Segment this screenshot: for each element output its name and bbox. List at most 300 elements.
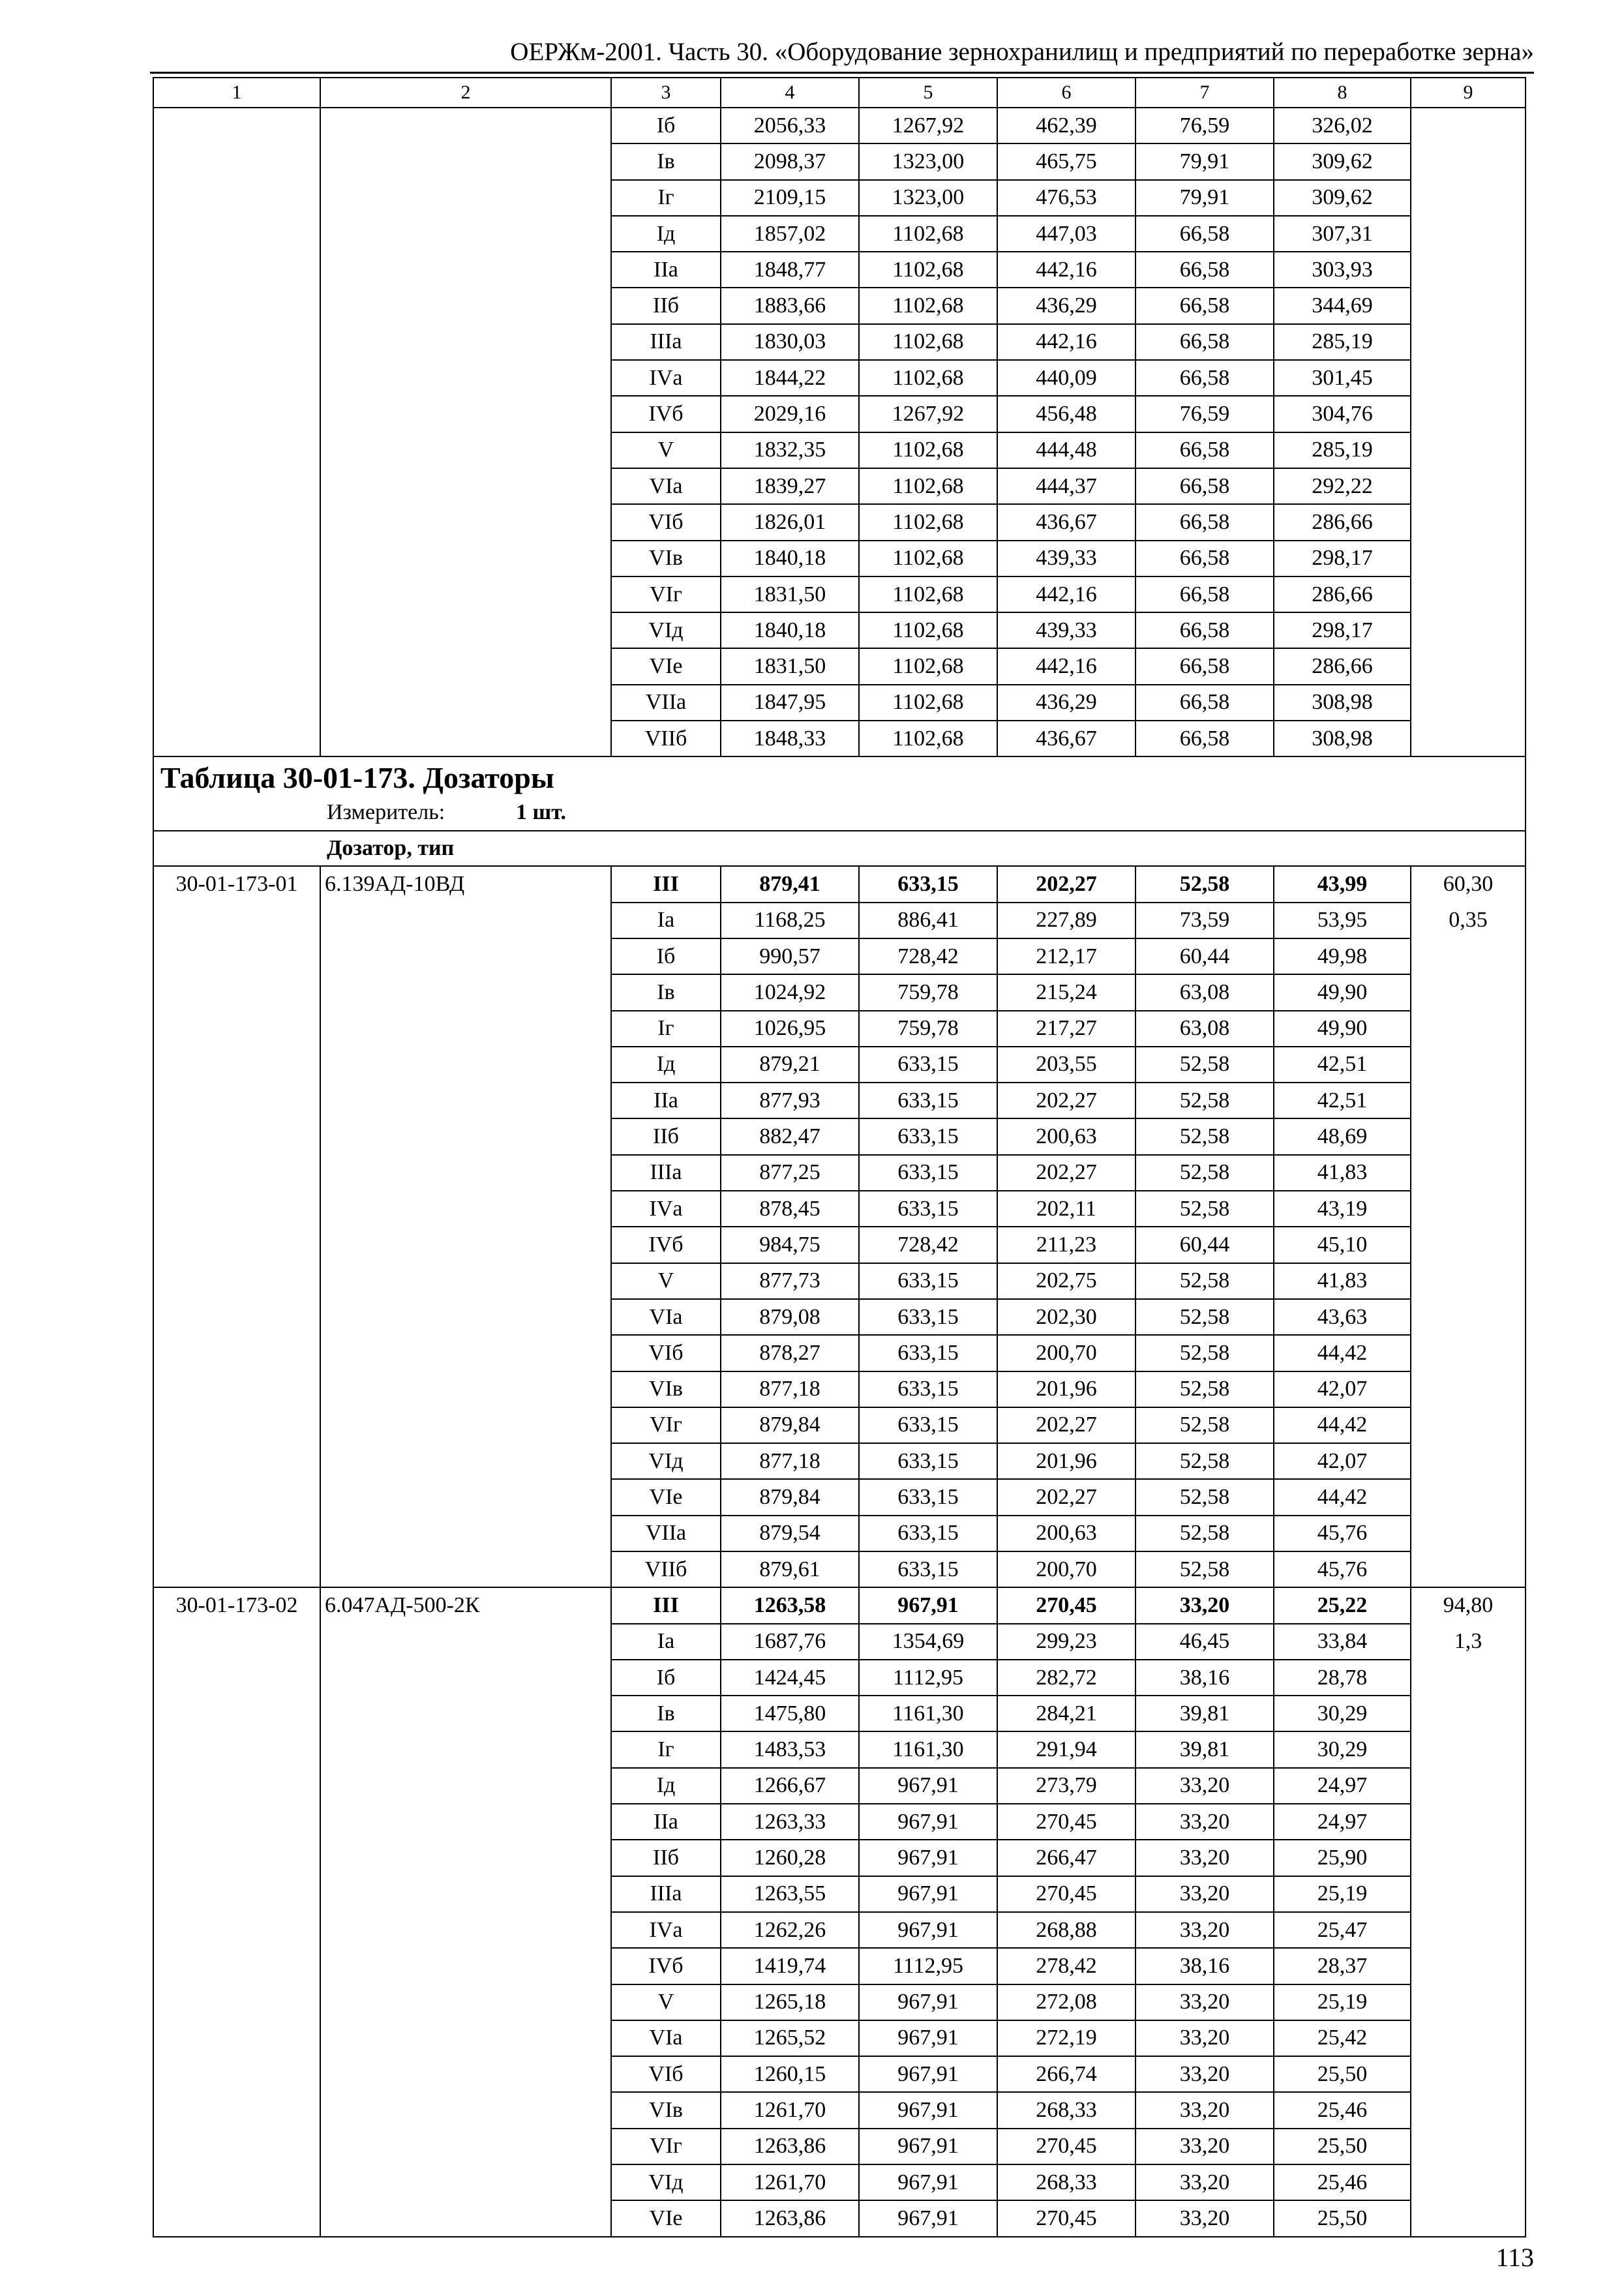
zone-cell: VIб — [611, 2056, 721, 2092]
value-cell-col7: 79,91 — [1135, 143, 1274, 179]
value-cell-col6: 436,67 — [997, 504, 1135, 540]
code-cell — [153, 1155, 320, 1191]
value-cell-col4: 1475,80 — [721, 1696, 859, 1731]
table-row — [153, 2056, 1526, 2092]
zone-cell: Iд — [611, 1047, 721, 1083]
value-cell-col4: 877,18 — [721, 1443, 859, 1479]
value-cell-col7: 38,16 — [1135, 1948, 1274, 1984]
value-cell-col6: 266,74 — [997, 2056, 1135, 2092]
value-cell-col5: 967,91 — [859, 2200, 997, 2236]
zone-cell: VIб — [611, 1335, 721, 1371]
value-cell-col4: 1483,53 — [721, 1731, 859, 1767]
code-cell — [153, 2092, 320, 2128]
value-cell-col7: 33,20 — [1135, 2056, 1274, 2092]
value-cell-col6: 200,63 — [997, 1516, 1135, 1551]
mass-cell — [1411, 143, 1526, 179]
value-cell-col4: 1265,52 — [721, 2020, 859, 2056]
header-rule — [150, 72, 1534, 74]
code-cell — [153, 1660, 320, 1696]
name-cell — [320, 1624, 611, 1660]
value-cell-col7: 66,58 — [1135, 252, 1274, 288]
mass-cell — [1411, 1335, 1526, 1371]
value-cell-col5: 633,15 — [859, 1479, 997, 1515]
zone-cell: Iб — [611, 1660, 721, 1696]
code-cell — [153, 974, 320, 1010]
code-cell — [153, 324, 320, 360]
mass-cell — [1411, 576, 1526, 612]
table-row — [153, 1768, 1526, 1804]
table-row — [153, 2129, 1526, 2164]
value-cell-col6: 442,16 — [997, 252, 1135, 288]
value-cell-col8: 43,19 — [1274, 1191, 1411, 1227]
name-cell — [320, 1731, 611, 1767]
value-cell-col8: 42,07 — [1274, 1371, 1411, 1407]
value-cell-col7: 52,58 — [1135, 1407, 1274, 1443]
zone-cell: VIе — [611, 2200, 721, 2236]
name-cell — [320, 2056, 611, 2092]
mass-cell — [1411, 288, 1526, 323]
mass-cell — [1411, 648, 1526, 684]
value-cell-col8: 298,17 — [1274, 612, 1411, 648]
name-cell — [320, 541, 611, 576]
value-cell-col5: 633,15 — [859, 1263, 997, 1299]
table-row — [153, 2020, 1526, 2056]
value-cell-col7: 66,58 — [1135, 468, 1274, 504]
table-row — [153, 504, 1526, 540]
value-cell-col7: 52,58 — [1135, 1191, 1274, 1227]
value-cell-col5: 1102,68 — [859, 576, 997, 612]
name-cell — [320, 1155, 611, 1191]
value-cell-col4: 879,08 — [721, 1299, 859, 1335]
value-cell-col5: 967,91 — [859, 2092, 997, 2128]
value-cell-col4: 1261,70 — [721, 2164, 859, 2200]
mass-cell — [1411, 2129, 1526, 2164]
value-cell-col4: 1263,33 — [721, 1804, 859, 1840]
value-cell-col5: 633,15 — [859, 1551, 997, 1587]
name-cell — [320, 1227, 611, 1263]
value-cell-col4: 1840,18 — [721, 541, 859, 576]
mass-cell — [1411, 1047, 1526, 1083]
zone-cell: VIIа — [611, 1516, 721, 1551]
name-cell — [320, 1984, 611, 2020]
code-cell — [153, 468, 320, 504]
code-cell — [153, 1551, 320, 1587]
value-cell-col8: 344,69 — [1274, 288, 1411, 323]
value-cell-col8: 285,19 — [1274, 324, 1411, 360]
value-cell-col6: 476,53 — [997, 180, 1135, 216]
value-cell-col8: 45,76 — [1274, 1551, 1411, 1587]
value-cell-col8: 286,66 — [1274, 504, 1411, 540]
value-cell-col4: 879,84 — [721, 1479, 859, 1515]
code-cell — [153, 1299, 320, 1335]
value-cell-col7: 33,20 — [1135, 1876, 1274, 1912]
value-cell-col4: 1263,86 — [721, 2200, 859, 2236]
zone-cell: VIе — [611, 1479, 721, 1515]
name-cell — [320, 1768, 611, 1804]
value-cell-col6: 272,08 — [997, 1984, 1135, 2020]
value-cell-col5: 759,78 — [859, 1011, 997, 1047]
value-cell-col7: 33,20 — [1135, 2164, 1274, 2200]
mass-cell — [1411, 1840, 1526, 1876]
column-number: 4 — [721, 78, 859, 108]
code-cell — [153, 396, 320, 432]
value-cell-col8: 285,19 — [1274, 432, 1411, 468]
value-cell-col5: 633,15 — [859, 1047, 997, 1083]
zone-cell: IIIа — [611, 324, 721, 360]
value-cell-col4: 1832,35 — [721, 432, 859, 468]
value-cell-col5: 1102,68 — [859, 721, 997, 756]
column-number: 3 — [611, 78, 721, 108]
value-cell-col4: 1263,86 — [721, 2129, 859, 2164]
table-row — [153, 396, 1526, 432]
mass-cell — [1411, 1660, 1526, 1696]
value-cell-col8: 45,10 — [1274, 1227, 1411, 1263]
value-cell-col8: 25,50 — [1274, 2056, 1411, 2092]
code-cell — [153, 252, 320, 288]
value-cell-col8: 298,17 — [1274, 541, 1411, 576]
value-cell-col4: 1260,15 — [721, 2056, 859, 2092]
name-cell — [320, 1011, 611, 1047]
code-cell — [153, 1083, 320, 1118]
table-row — [153, 685, 1526, 721]
value-cell-col4: 1263,55 — [721, 1876, 859, 1912]
value-cell-col8: 44,42 — [1274, 1407, 1411, 1443]
value-cell-col7: 33,20 — [1135, 2020, 1274, 2056]
value-cell-col4: 1261,70 — [721, 2092, 859, 2128]
value-cell-col7: 60,44 — [1135, 1227, 1274, 1263]
value-cell-col8: 309,62 — [1274, 180, 1411, 216]
table-row — [153, 1624, 1526, 1660]
zone-cell: VIа — [611, 2020, 721, 2056]
table-row — [153, 432, 1526, 468]
table-row — [153, 1155, 1526, 1191]
value-cell-col4: 1260,28 — [721, 1840, 859, 1876]
mass-cell — [1411, 1191, 1526, 1227]
zone-cell: IIа — [611, 252, 721, 288]
mass-cell — [1411, 2056, 1526, 2092]
value-cell-col4: 2109,15 — [721, 180, 859, 216]
mass-cell — [1411, 1011, 1526, 1047]
column-number-row — [153, 78, 1526, 108]
table-row — [153, 1696, 1526, 1731]
value-cell-col5: 633,15 — [859, 1335, 997, 1371]
value-cell-col4: 1883,66 — [721, 288, 859, 323]
value-cell-col8: 43,63 — [1274, 1299, 1411, 1335]
zone-cell: Iд — [611, 216, 721, 252]
zone-cell: VIг — [611, 576, 721, 612]
name-cell — [320, 1948, 611, 1984]
value-cell-col7: 33,20 — [1135, 1984, 1274, 2020]
zone-cell: Iв — [611, 1696, 721, 1731]
name-cell — [320, 2092, 611, 2128]
value-cell-col4: 877,25 — [721, 1155, 859, 1191]
table-row — [153, 1948, 1526, 1984]
value-cell-col7: 33,20 — [1135, 1912, 1274, 1948]
value-cell-col7: 66,58 — [1135, 541, 1274, 576]
table-row — [153, 1804, 1526, 1840]
zone-cell: Iв — [611, 974, 721, 1010]
value-cell-col7: 76,59 — [1135, 108, 1274, 143]
table-row — [153, 143, 1526, 179]
name-cell — [320, 216, 611, 252]
code-cell — [153, 1443, 320, 1479]
mass-cell — [1411, 324, 1526, 360]
value-cell-col4: 1847,95 — [721, 685, 859, 721]
value-cell-col7: 46,45 — [1135, 1624, 1274, 1660]
value-cell-col7: 33,20 — [1135, 2129, 1274, 2164]
value-cell-col5: 1102,68 — [859, 541, 997, 576]
value-cell-col4: 877,93 — [721, 1083, 859, 1118]
zone-cell: IVб — [611, 396, 721, 432]
value-cell-col7: 52,58 — [1135, 1047, 1274, 1083]
zone-cell: IIб — [611, 1840, 721, 1876]
value-cell-col4: 1839,27 — [721, 468, 859, 504]
name-cell — [320, 1407, 611, 1443]
value-cell-col7: 66,58 — [1135, 216, 1274, 252]
value-cell-col5: 633,15 — [859, 1407, 997, 1443]
value-cell-col5: 967,91 — [859, 2164, 997, 2200]
value-cell-col8: 44,42 — [1274, 1335, 1411, 1371]
value-cell-col8: 25,42 — [1274, 2020, 1411, 2056]
value-cell-col6: 444,37 — [997, 468, 1135, 504]
value-cell-col6: 202,30 — [997, 1299, 1135, 1335]
code-cell — [153, 1407, 320, 1443]
value-cell-col6: 436,67 — [997, 721, 1135, 756]
value-cell-col7: 52,58 — [1135, 1083, 1274, 1118]
value-cell-col6: 456,48 — [997, 396, 1135, 432]
value-cell-col7: 66,58 — [1135, 504, 1274, 540]
table-row — [153, 2200, 1526, 2236]
code-cell — [153, 1263, 320, 1299]
price-table-body — [153, 78, 1526, 2237]
value-cell-col7: 66,58 — [1135, 648, 1274, 684]
value-cell-col8: 25,50 — [1274, 2129, 1411, 2164]
zone-cell: IIIа — [611, 1876, 721, 1912]
value-cell-col8: 30,29 — [1274, 1731, 1411, 1767]
table-row — [153, 1443, 1526, 1479]
value-cell-col8: 33,84 — [1274, 1624, 1411, 1660]
value-cell-col6: 270,45 — [997, 2129, 1135, 2164]
value-cell-col8: 303,93 — [1274, 252, 1411, 288]
table-row — [153, 1407, 1526, 1443]
name-cell — [320, 143, 611, 179]
value-cell-col5: 1102,68 — [859, 360, 997, 396]
value-cell-col5: 728,42 — [859, 1227, 997, 1263]
value-cell-col5: 1102,68 — [859, 216, 997, 252]
value-cell-col7: 66,58 — [1135, 288, 1274, 323]
code-cell — [153, 1768, 320, 1804]
value-cell-col6: 227,89 — [997, 903, 1135, 938]
mass-cell — [1411, 396, 1526, 432]
value-cell-col5: 967,91 — [859, 1912, 997, 1948]
table-row — [153, 1083, 1526, 1118]
code-cell — [153, 504, 320, 540]
zone-cell: Iг — [611, 1011, 721, 1047]
mass-cell — [1411, 1551, 1526, 1587]
zone-cell: V — [611, 1263, 721, 1299]
table-row — [153, 216, 1526, 252]
value-cell-col7: 39,81 — [1135, 1731, 1274, 1767]
value-cell-col5: 1102,68 — [859, 324, 997, 360]
zone-cell: VIе — [611, 648, 721, 684]
code-cell — [153, 2129, 320, 2164]
code-cell — [153, 108, 320, 143]
table-row — [153, 1516, 1526, 1551]
name-cell — [320, 1660, 611, 1696]
table-row — [153, 1263, 1526, 1299]
table-row — [153, 1047, 1526, 1083]
value-cell-col7: 66,58 — [1135, 576, 1274, 612]
value-cell-col8: 286,66 — [1274, 576, 1411, 612]
value-cell-col5: 1323,00 — [859, 143, 997, 179]
code-cell — [153, 216, 320, 252]
zone-cell: Iб — [611, 108, 721, 143]
name-cell — [320, 432, 611, 468]
value-cell-col7: 33,20 — [1135, 1587, 1274, 1623]
value-cell-col4: 1848,33 — [721, 721, 859, 756]
value-cell-col4: 1848,77 — [721, 252, 859, 288]
code-cell — [153, 2056, 320, 2092]
value-cell-col8: 28,37 — [1274, 1948, 1411, 1984]
value-cell-col8: 41,83 — [1274, 1263, 1411, 1299]
code-cell — [153, 1371, 320, 1407]
table-row — [153, 1660, 1526, 1696]
mass-cell — [1411, 612, 1526, 648]
zone-cell: IIа — [611, 1804, 721, 1840]
mass-cell — [1411, 1912, 1526, 1948]
value-cell-col5: 633,15 — [859, 1118, 997, 1154]
value-cell-col6: 201,96 — [997, 1371, 1135, 1407]
value-cell-col6: 270,45 — [997, 1587, 1135, 1623]
name-cell — [320, 1335, 611, 1371]
value-cell-col6: 272,19 — [997, 2020, 1135, 2056]
mass-cell — [1411, 2200, 1526, 2236]
mass-cell — [1411, 1407, 1526, 1443]
value-cell-col4: 1263,58 — [721, 1587, 859, 1623]
table-row — [153, 866, 1526, 902]
table-row — [153, 938, 1526, 974]
code-cell — [153, 2164, 320, 2200]
value-cell-col8: 28,78 — [1274, 1660, 1411, 1696]
column-number: 6 — [997, 78, 1135, 108]
value-cell-col6: 270,45 — [997, 2200, 1135, 2236]
name-cell — [320, 903, 611, 938]
value-cell-col5: 1102,68 — [859, 648, 997, 684]
code-cell — [153, 2020, 320, 2056]
value-cell-col4: 1266,67 — [721, 1768, 859, 1804]
table-row — [153, 541, 1526, 576]
value-cell-col4: 879,41 — [721, 866, 859, 902]
value-cell-col7: 66,58 — [1135, 612, 1274, 648]
mass-cell — [1411, 2092, 1526, 2128]
value-cell-col5: 633,15 — [859, 1083, 997, 1118]
name-cell — [320, 1696, 611, 1731]
name-cell — [320, 685, 611, 721]
value-cell-col5: 1161,30 — [859, 1696, 997, 1731]
table-row — [153, 108, 1526, 143]
zone-cell: III — [611, 1587, 721, 1623]
name-cell — [320, 1263, 611, 1299]
mass-cell — [1411, 1696, 1526, 1731]
value-cell-col5: 967,91 — [859, 1840, 997, 1876]
mass-cell — [1411, 1479, 1526, 1515]
value-cell-col5: 1102,68 — [859, 612, 997, 648]
value-cell-col7: 63,08 — [1135, 974, 1274, 1010]
value-cell-col6: 299,23 — [997, 1624, 1135, 1660]
table-row — [153, 2092, 1526, 2128]
name-cell — [320, 2129, 611, 2164]
zone-cell: IVб — [611, 1227, 721, 1263]
table-row — [153, 1551, 1526, 1587]
value-cell-col4: 2098,37 — [721, 143, 859, 179]
value-cell-col7: 52,58 — [1135, 1335, 1274, 1371]
value-cell-col6: 202,75 — [997, 1263, 1135, 1299]
value-cell-col7: 33,20 — [1135, 1840, 1274, 1876]
code-cell — [153, 2200, 320, 2236]
zone-cell: Iд — [611, 1768, 721, 1804]
zone-cell: Iг — [611, 1731, 721, 1767]
mass-cell — [1411, 1516, 1526, 1551]
value-cell-col6: 273,79 — [997, 1768, 1135, 1804]
mass-cell — [1411, 1371, 1526, 1407]
value-cell-col6: 439,33 — [997, 612, 1135, 648]
code-cell — [153, 721, 320, 756]
value-cell-col4: 878,45 — [721, 1191, 859, 1227]
mass-cell: 60,30 — [1411, 866, 1526, 902]
zone-cell: IVб — [611, 1948, 721, 1984]
code-cell — [153, 903, 320, 938]
value-cell-col7: 52,58 — [1135, 1299, 1274, 1335]
value-cell-col6: 465,75 — [997, 143, 1135, 179]
name-cell — [320, 1443, 611, 1479]
value-cell-col5: 633,15 — [859, 1299, 997, 1335]
zone-cell: VIг — [611, 2129, 721, 2164]
value-cell-col6: 440,09 — [997, 360, 1135, 396]
mass-cell — [1411, 2164, 1526, 2200]
name-cell — [320, 2164, 611, 2200]
value-cell-col8: 326,02 — [1274, 108, 1411, 143]
value-cell-col6: 436,29 — [997, 685, 1135, 721]
value-cell-col6: 200,70 — [997, 1551, 1135, 1587]
value-cell-col5: 967,91 — [859, 2129, 997, 2164]
value-cell-col8: 25,90 — [1274, 1840, 1411, 1876]
zone-cell: VIд — [611, 612, 721, 648]
name-cell — [320, 1047, 611, 1083]
value-cell-col5: 967,91 — [859, 2056, 997, 2092]
value-cell-col6: 215,24 — [997, 974, 1135, 1010]
value-cell-col4: 1857,02 — [721, 216, 859, 252]
table-row — [153, 288, 1526, 323]
measure-line — [154, 795, 1525, 830]
value-cell-col5: 967,91 — [859, 1768, 997, 1804]
code-cell — [153, 143, 320, 179]
zone-cell: VIв — [611, 541, 721, 576]
zone-cell: IIб — [611, 288, 721, 323]
value-cell-col6: 211,23 — [997, 1227, 1135, 1263]
name-cell — [320, 576, 611, 612]
name-cell — [320, 180, 611, 216]
column-number: 7 — [1135, 78, 1274, 108]
code-cell — [153, 1731, 320, 1767]
table-row — [153, 1479, 1526, 1515]
table-row — [153, 1118, 1526, 1154]
page-number: 113 — [1496, 2243, 1534, 2272]
value-cell-col5: 1354,69 — [859, 1624, 997, 1660]
value-cell-col7: 33,20 — [1135, 2092, 1274, 2128]
table-row — [153, 1731, 1526, 1767]
value-cell-col6: 202,27 — [997, 1479, 1135, 1515]
mass-cell — [1411, 108, 1526, 143]
